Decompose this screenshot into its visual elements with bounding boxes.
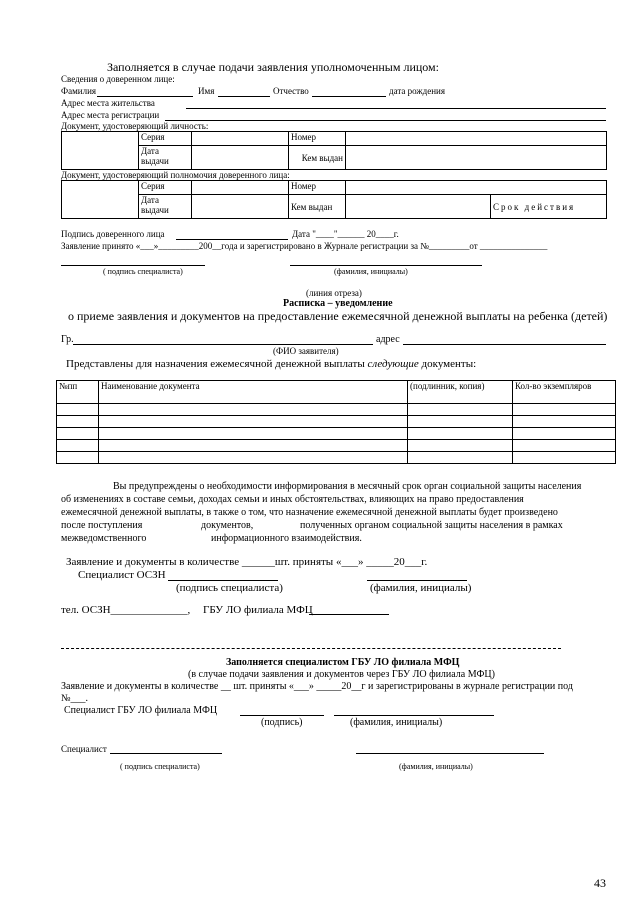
footer-signature-caption: ( подпись специалиста) (120, 762, 200, 771)
trustee-date-line: Дата "____"______ 20____г. (292, 229, 399, 239)
fio-caption: (ФИО заявителя) (273, 346, 339, 356)
acceptance-line: Заявление и документы в количестве ______шт. приняты «___» _____20___г. (66, 556, 428, 568)
cut-line-label: (линия отреза) (306, 288, 362, 298)
col-type-header: (подлинник, копия) (408, 381, 513, 404)
registration-address-label: Адрес места регистрации (61, 110, 160, 120)
id-doc-label: Документ, удостоверяющий личность: (61, 121, 209, 131)
mfc-specialist-label: Специалист ГБУ ЛО филиала МФЦ (64, 705, 218, 716)
authority-doc-table (61, 180, 607, 219)
oszn-phone: тел. ОСЗН______________, (61, 604, 191, 616)
id-series-label: Серия (139, 132, 192, 146)
name-label: Имя (198, 86, 215, 96)
patronymic-field[interactable] (312, 96, 386, 97)
footer-name-caption: (фамилия, инициалы) (399, 762, 473, 771)
warning-line-5a: межведомственного (61, 533, 147, 544)
footer-signature-field[interactable] (110, 753, 222, 754)
citizen-address-label: адрес (376, 334, 400, 345)
patronymic-label: Отчество (273, 86, 309, 96)
auth-number-label: Номер (289, 181, 346, 195)
citizen-label: Гр. (61, 334, 74, 345)
residence-address-label: Адрес места жительства (61, 98, 155, 108)
surname-field[interactable] (97, 96, 193, 97)
mfc-phone-field[interactable] (309, 614, 389, 615)
citizen-address-field[interactable] (403, 344, 606, 345)
warning-line-3: ежемесячной денежной выплаты, в также о том, что назначение ежемесячной денежной выплаты будет произведено (61, 507, 558, 518)
residence-address-field[interactable] (186, 108, 606, 109)
mfc-accepted-line: Заявление и документы в количестве __ шт. приняты «___» _____20__г и зарегистрированы в журнале регистрации под (61, 681, 573, 692)
oszn-specialist-label: Специалист ОСЗН (78, 569, 166, 581)
auth-issue-date-label: Дата выдачи (139, 195, 192, 219)
name-field[interactable] (218, 96, 270, 97)
id-doc-table (61, 131, 607, 170)
authority-doc-label: Документ, удостоверяющий полномочия доверенного лица: (61, 170, 290, 180)
auth-issue-date-field[interactable] (192, 195, 289, 219)
id-doc-table-blank (62, 132, 139, 170)
warning-line-5b: информационного взаимодействия. (211, 533, 362, 544)
warning-line-4b: документов, (201, 520, 254, 531)
table-row (57, 428, 616, 440)
auth-issued-by-field[interactable] (346, 195, 491, 219)
auth-series-label: Серия (139, 181, 192, 195)
signature-caption-1: ( подпись специалиста) (103, 267, 183, 276)
id-number-label: Номер (289, 132, 346, 146)
documents-table (56, 380, 616, 464)
warning-line-2: об изменениях в составе семьи, доходах семьи и иных обстоятельствах, влияющих на право предоставления (61, 494, 524, 505)
col-name-header: Наименование документа (99, 381, 408, 404)
section-title: Заполняется в случае подачи заявления уполномоченным лицом: (107, 60, 439, 74)
col-number-header: №пп (57, 381, 99, 404)
id-number-field[interactable] (346, 132, 607, 146)
auth-validity-label: Срок действия (491, 195, 607, 219)
presented-docs-line: Представлены для назначения ежемесячной денежной выплаты следующие документы: (66, 358, 477, 370)
mfc-signature-field[interactable] (240, 715, 324, 716)
table-row (57, 416, 616, 428)
table-row (57, 404, 616, 416)
mfc-register-number: №___. (61, 693, 89, 704)
id-issued-by-label: Кем выдан (289, 146, 346, 170)
auth-issued-by-label: Кем выдан (289, 195, 346, 219)
registration-address-field[interactable] (165, 120, 606, 121)
warning-line-1: Вы предупреждены о необходимости информирования в месячный срок орган социальной защиты населения (113, 481, 582, 492)
trustee-signature-label: Подпись доверенного лица (61, 229, 165, 239)
mfc-name-field[interactable] (334, 715, 494, 716)
receipt-title: Расписка – уведомление (283, 298, 393, 309)
oszn-signature-field[interactable] (168, 580, 278, 581)
mfc-name-caption: (фамилия, инициалы) (350, 717, 443, 728)
mfc-signature-caption: (подпись) (261, 717, 303, 728)
authority-table-blank (62, 181, 139, 219)
specialist-signature-field-1[interactable] (61, 265, 205, 266)
auth-series-field[interactable] (192, 181, 289, 195)
footer-name-field[interactable] (356, 753, 544, 754)
table-row (57, 440, 616, 452)
documents-table-header (57, 381, 616, 404)
oszn-name-caption: (фамилия, инициалы) (370, 582, 472, 594)
cut-divider (61, 648, 561, 649)
oszn-signature-caption: (подпись специалиста) (176, 582, 283, 594)
surname-label: Фамилия (61, 86, 97, 96)
name-caption-1: (фамилия, инициалы) (334, 267, 408, 276)
birthdate-label: дата рождения (389, 86, 445, 96)
specialist-name-field-1[interactable] (290, 265, 482, 266)
mfc-section-subtitle: (в случае подачи заявления и документов через ГБУ ЛО филиала МФЦ) (188, 669, 495, 680)
trustee-signature-field[interactable] (176, 239, 288, 240)
id-issue-date-field[interactable] (192, 146, 289, 170)
warning-line-4a: после поступления (61, 520, 143, 531)
citizen-name-field[interactable] (73, 344, 373, 345)
id-series-field[interactable] (192, 132, 289, 146)
mfc-section-title: Заполняется специалистом ГБУ ЛО филиала МФЦ (226, 657, 460, 668)
col-count-header: Кол-во экземпляров (513, 381, 616, 404)
footer-specialist-label: Специалист (61, 744, 107, 754)
page-number: 43 (594, 876, 606, 890)
info-label: Сведения о доверенном лице: (61, 74, 175, 84)
id-issue-date-label: Дата выдачи (139, 146, 192, 170)
accepted-registered-line: Заявление принято «___»_________200__года и зарегистрировано в Журнале регистрации за №_________от _______________ (61, 241, 548, 251)
id-issued-by-field[interactable] (346, 146, 607, 170)
table-row (57, 452, 616, 464)
auth-number-field[interactable] (346, 181, 607, 195)
mfc-phone-label: ГБУ ЛО филиала МФЦ (203, 604, 313, 616)
warning-line-4c: полученных органом социальной защиты населения в рамках (300, 520, 563, 531)
oszn-name-field[interactable] (367, 580, 467, 581)
receipt-subtitle: о приеме заявления и документов на предоставление ежемесячной денежной выплаты на ребенка (детей) (68, 309, 608, 323)
